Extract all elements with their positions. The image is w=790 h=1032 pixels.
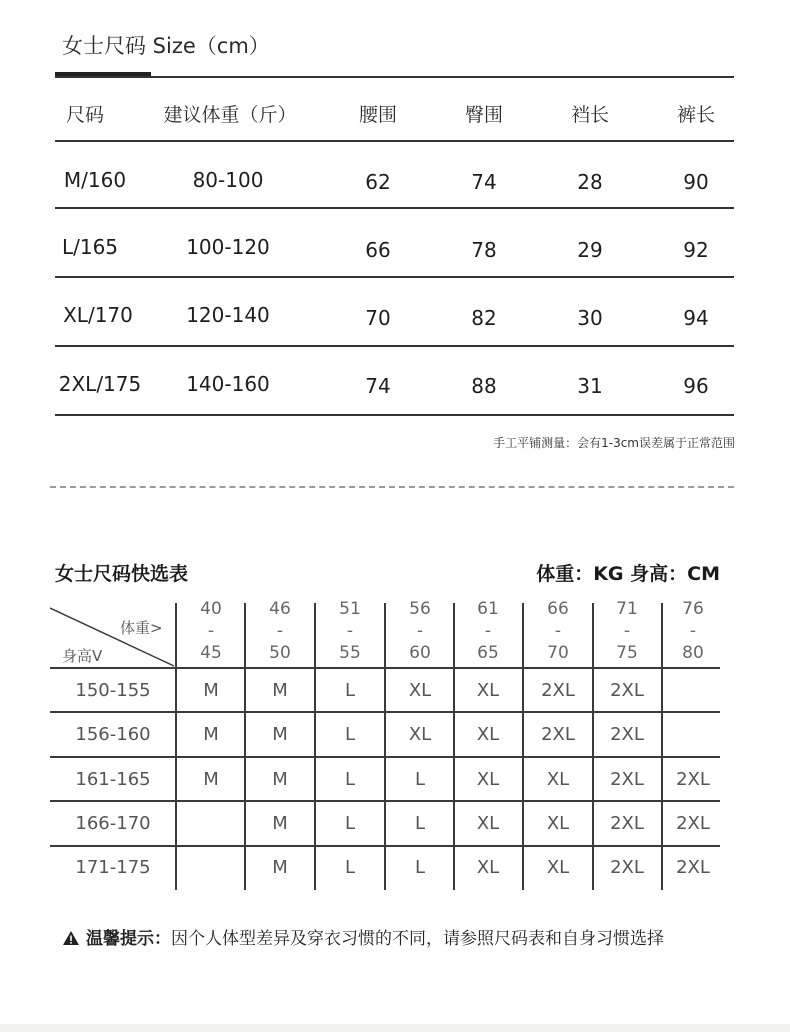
- size-cell: L: [414, 769, 426, 790]
- size-cell: M: [203, 680, 219, 701]
- tip-text: 因个人体型差异及穿衣习惯的不同，请参照尺码表和自身习惯选择: [171, 929, 664, 949]
- weight-min: 76: [682, 599, 704, 619]
- size-cell: XL: [408, 724, 432, 745]
- table-top-rule: [55, 76, 734, 78]
- tip-label: 温馨提示：: [86, 929, 171, 949]
- row-rule: [55, 276, 734, 278]
- weight-range: [315, 598, 385, 664]
- cell-waist: 66: [365, 238, 391, 262]
- weight-max: 65: [477, 643, 499, 663]
- weight-min: 56: [409, 599, 431, 619]
- weight-max: 55: [339, 643, 361, 663]
- units-label: 体重：KG 身高：CM: [536, 563, 720, 585]
- weight-dash: -: [276, 621, 284, 641]
- header-weight: 建议体重（斤）: [163, 104, 297, 126]
- header-rise: 裆长: [570, 104, 609, 126]
- weight-min: 46: [269, 599, 291, 619]
- cell-weight: 80-100: [192, 168, 264, 192]
- weight-range: [592, 598, 662, 664]
- cell-size: L/165: [61, 235, 119, 259]
- cell-size: M/160: [63, 168, 127, 192]
- corner-height-label: 身高V: [62, 647, 103, 665]
- cell-rise: 31: [577, 374, 603, 398]
- cell-rise: 28: [577, 170, 603, 194]
- size-cell: L: [344, 769, 356, 790]
- height-range: 150-155: [75, 680, 151, 701]
- size-cell: 2XL: [676, 857, 710, 878]
- cell-length: 94: [683, 306, 709, 330]
- cell-waist: 70: [365, 306, 391, 330]
- weight-range: [453, 598, 523, 664]
- height-range: 161-165: [75, 769, 151, 790]
- weight-dash: -: [346, 621, 354, 641]
- weight-max: 70: [547, 643, 569, 663]
- measurement-note: 手工平铺测量：会有1-3cm误差属于正常范围: [493, 436, 735, 450]
- cell-waist: 74: [365, 374, 391, 398]
- cell-length: 96: [683, 374, 709, 398]
- weight-min: 66: [547, 599, 569, 619]
- cell-weight: 140-160: [186, 372, 270, 396]
- cell-length: 90: [683, 170, 709, 194]
- weight-range: [176, 598, 246, 664]
- weight-max: 45: [200, 643, 222, 663]
- weight-dash: -: [689, 621, 697, 641]
- size-cell: M: [272, 857, 288, 878]
- size-cell: XL: [546, 857, 570, 878]
- size-cell: M: [203, 769, 219, 790]
- cell-length: 92: [683, 238, 709, 262]
- cell-size: XL/170: [63, 303, 133, 327]
- size-cell: L: [344, 680, 356, 701]
- weight-min: 71: [616, 599, 638, 619]
- weight-dash: -: [623, 621, 631, 641]
- header-hip: 臀围: [464, 104, 503, 126]
- dashed-divider: [50, 486, 734, 488]
- weight-min: 40: [200, 599, 222, 619]
- cell-size: 2XL/175: [58, 372, 142, 396]
- size-cell: XL: [476, 813, 500, 834]
- weight-max: 80: [682, 643, 704, 663]
- cell-hip: 74: [471, 170, 497, 194]
- height-range: 166-170: [75, 813, 151, 834]
- size-cell: M: [272, 680, 288, 701]
- size-cell: L: [344, 857, 356, 878]
- size-cell: XL: [546, 813, 570, 834]
- size-cell: L: [414, 813, 426, 834]
- weight-range: [523, 598, 593, 664]
- weight-dash: -: [416, 621, 424, 641]
- size-cell: 2XL: [541, 680, 575, 701]
- size-cell: L: [344, 813, 356, 834]
- cell-hip: 82: [471, 306, 497, 330]
- weight-max: 50: [269, 643, 291, 663]
- weight-max: 60: [409, 643, 431, 663]
- size-cell: XL: [408, 680, 432, 701]
- weight-range: [385, 598, 455, 664]
- cell-waist: 62: [365, 170, 391, 194]
- weight-dash: -: [484, 621, 492, 641]
- size-cell: L: [344, 724, 356, 745]
- weight-range: [245, 598, 315, 664]
- weight-min: 61: [477, 599, 499, 619]
- table-bottom-rule: [55, 414, 734, 416]
- size-cell: M: [272, 769, 288, 790]
- tip-line: [62, 924, 664, 949]
- size-cell: 2XL: [610, 813, 644, 834]
- size-cell: 2XL: [610, 680, 644, 701]
- header-waist: 腰围: [358, 104, 397, 126]
- weight-max: 75: [616, 643, 638, 663]
- size-cell: XL: [476, 680, 500, 701]
- size-cell: 2XL: [676, 813, 710, 834]
- cell-rise: 29: [577, 238, 603, 262]
- size-cell: XL: [476, 769, 500, 790]
- size-cell: XL: [546, 769, 570, 790]
- warning-icon: [62, 930, 80, 946]
- size-cell: 2XL: [610, 857, 644, 878]
- cell-rise: 30: [577, 306, 603, 330]
- header-rule: [55, 140, 734, 142]
- header-size: 尺码: [65, 104, 104, 126]
- size-cell: M: [272, 724, 288, 745]
- size-cell: XL: [476, 724, 500, 745]
- size-cell: 2XL: [610, 724, 644, 745]
- height-range: 156-160: [75, 724, 151, 745]
- size-cell: 2XL: [541, 724, 575, 745]
- cell-hip: 88: [471, 374, 497, 398]
- height-range: 171-175: [75, 857, 151, 878]
- corner-weight-label: 体重>: [120, 619, 163, 637]
- size-table-title: 女士尺码 Size（cm）: [62, 34, 270, 58]
- bottom-band: [0, 1024, 790, 1032]
- row-rule: [55, 207, 734, 209]
- size-cell: XL: [476, 857, 500, 878]
- weight-min: 51: [339, 599, 361, 619]
- weight-dash: -: [207, 621, 215, 641]
- header-length: 裤长: [676, 104, 715, 126]
- size-cell: 2XL: [676, 769, 710, 790]
- quick-table-title: 女士尺码快选表: [55, 563, 189, 585]
- cell-weight: 100-120: [186, 235, 270, 259]
- cell-hip: 78: [471, 238, 497, 262]
- size-cell: 2XL: [610, 769, 644, 790]
- size-cell: L: [414, 857, 426, 878]
- weight-range: [658, 598, 728, 664]
- weight-dash: -: [554, 621, 562, 641]
- size-cell: M: [272, 813, 288, 834]
- cell-weight: 120-140: [186, 303, 270, 327]
- size-cell: M: [203, 724, 219, 745]
- row-rule: [55, 345, 734, 347]
